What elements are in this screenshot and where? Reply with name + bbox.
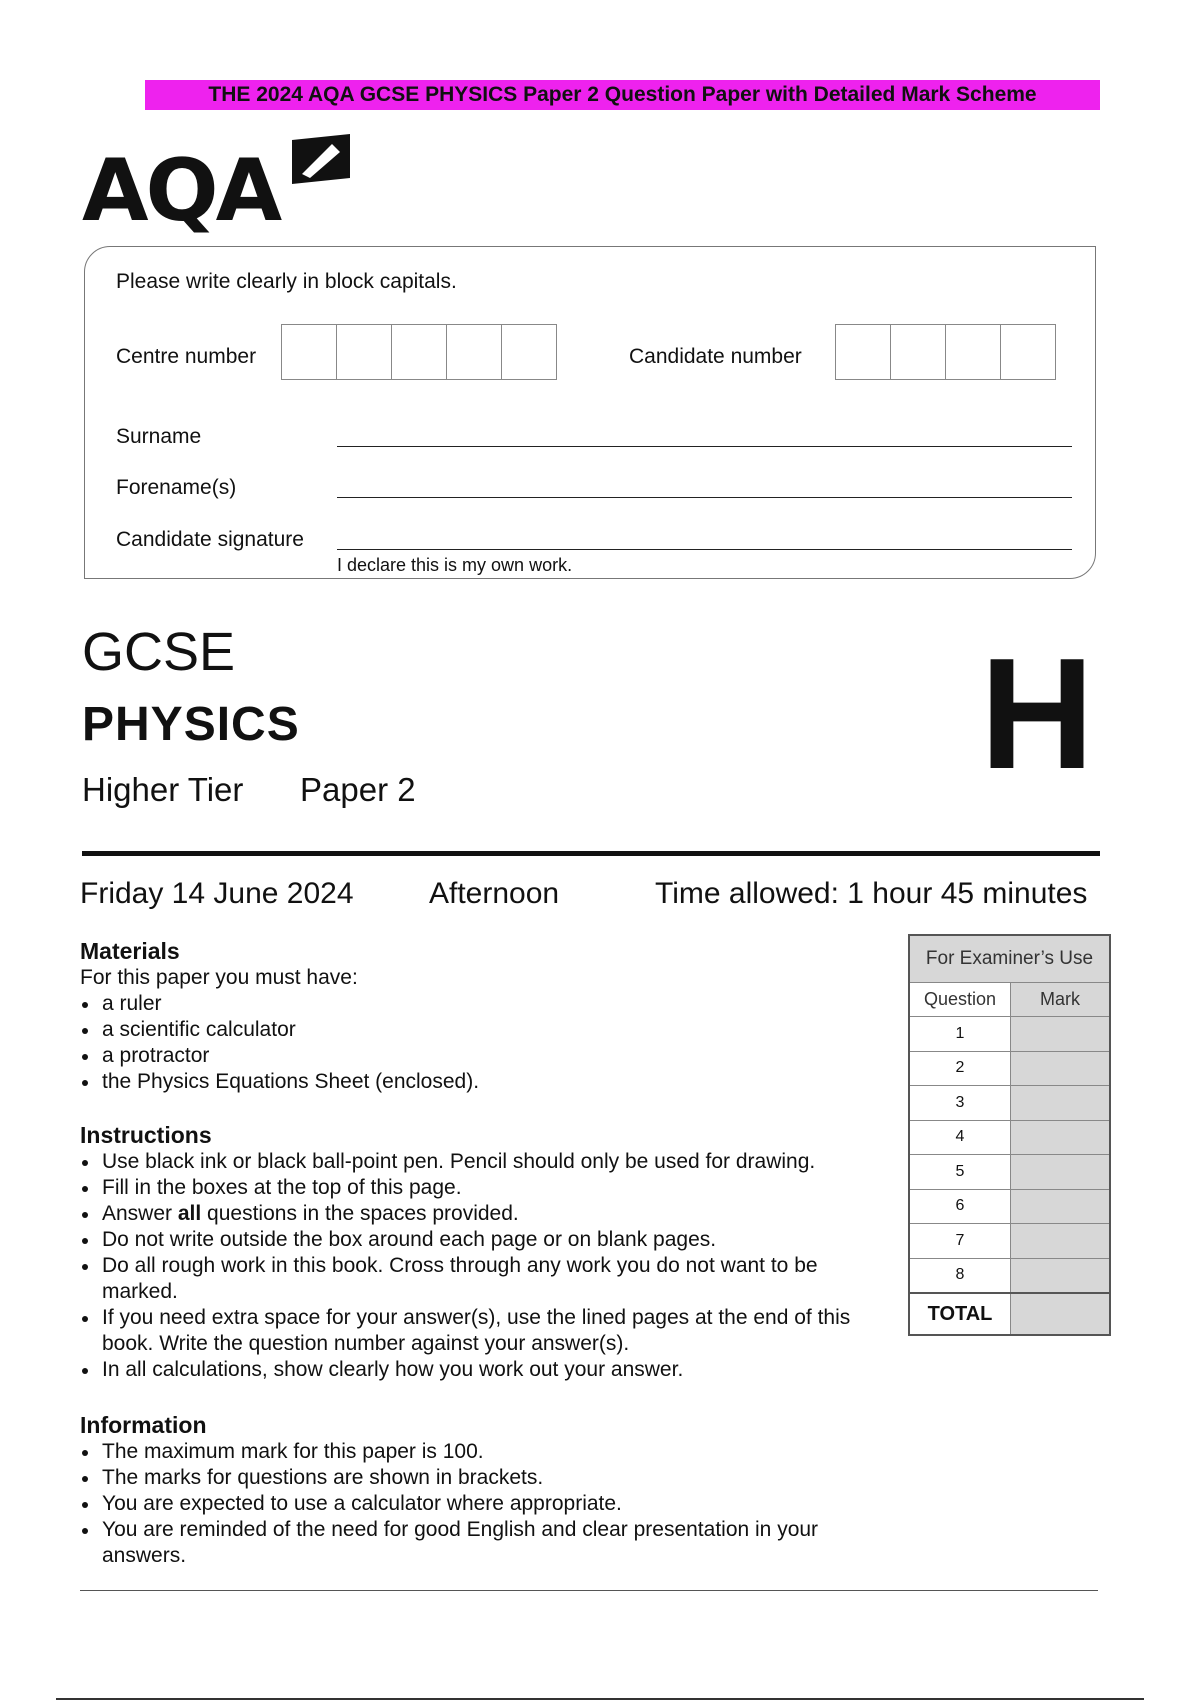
answer-all-suffix: questions in the spaces provided. — [201, 1202, 519, 1225]
materials-intro: For this paper you must have: — [80, 966, 358, 989]
mark-column-header: Mark — [1011, 983, 1111, 1017]
declaration-text: I declare this is my own work. — [337, 555, 573, 575]
table-row — [909, 1155, 1110, 1190]
table-row — [909, 1086, 1110, 1121]
paper-label: Paper 2 — [300, 771, 416, 808]
question-column-header: Question — [909, 983, 1011, 1017]
exam-session: Afternoon — [429, 877, 560, 910]
candidate-number-digit[interactable] — [835, 324, 891, 380]
list-item: The maximum mark for this paper is 100. — [80, 1439, 880, 1465]
list-item: a protractor — [80, 1043, 880, 1069]
centre-number-digit[interactable] — [336, 324, 392, 380]
mark-cell — [1011, 1086, 1111, 1121]
candidate-number-digit[interactable] — [890, 324, 946, 380]
question-number: 7 — [909, 1224, 1011, 1259]
list-item — [80, 1201, 880, 1227]
information-section — [80, 1412, 880, 1569]
title-divider — [82, 851, 1100, 856]
surname-label: Surname — [116, 425, 202, 448]
candidate-number-boxes[interactable] — [835, 324, 1056, 380]
table-row — [909, 1120, 1110, 1155]
instructions-heading: Instructions — [80, 1122, 212, 1148]
total-mark-cell — [1011, 1293, 1111, 1335]
mark-cell — [1011, 1224, 1111, 1259]
question-number: 1 — [909, 1017, 1011, 1052]
mark-cell — [1011, 1189, 1111, 1224]
list-item: The marks for questions are shown in brackets. — [80, 1465, 880, 1491]
list-item: You are reminded of the need for good English and clear presentation in your answers. — [80, 1517, 880, 1569]
table-row — [909, 1051, 1110, 1086]
surname-field[interactable] — [337, 446, 1072, 447]
answer-all-prefix: Answer — [102, 1202, 178, 1225]
table-row — [909, 1189, 1110, 1224]
table-row — [909, 1224, 1110, 1259]
aqa-logo — [82, 128, 352, 238]
candidate-number-digit[interactable] — [1000, 324, 1056, 380]
centre-number-boxes[interactable] — [281, 324, 557, 380]
signature-field[interactable] — [337, 549, 1072, 550]
mark-cell — [1011, 1051, 1111, 1086]
list-item: You are expected to use a calculator where appropriate. — [80, 1491, 880, 1517]
question-number: 4 — [909, 1120, 1011, 1155]
table-row — [909, 1258, 1110, 1293]
list-item: If you need extra space for your answer(s), use the lined pages at the end of this book. Write the question number against your answer(s). — [80, 1305, 880, 1357]
question-number: 8 — [909, 1258, 1011, 1293]
aqa-logo-wordmark: AQA — [82, 141, 280, 238]
table-row — [909, 1293, 1110, 1335]
subject-title: PHYSICS — [82, 698, 300, 751]
qualification-title: GCSE — [82, 622, 236, 682]
candidate-number-label: Candidate number — [629, 345, 802, 368]
mark-cell — [1011, 1155, 1111, 1190]
list-item: Fill in the boxes at the top of this page. — [80, 1175, 880, 1201]
list-item: a scientific calculator — [80, 1017, 880, 1043]
centre-number-digit[interactable] — [391, 324, 447, 380]
tier-letter: H — [980, 626, 1095, 802]
signature-label: Candidate signature — [116, 528, 304, 551]
centre-number-digit[interactable] — [281, 324, 337, 380]
mark-cell — [1011, 1017, 1111, 1052]
question-number: 2 — [909, 1051, 1011, 1086]
question-number: 6 — [909, 1189, 1011, 1224]
mark-cell — [1011, 1258, 1111, 1293]
question-number: 5 — [909, 1155, 1011, 1190]
answer-all-emphasis: all — [177, 1202, 202, 1225]
forename-field[interactable] — [337, 497, 1072, 498]
instructions-section — [80, 1122, 880, 1383]
list-item: a ruler — [80, 991, 880, 1017]
examiner-use-table — [908, 934, 1111, 1336]
question-number: 3 — [909, 1086, 1011, 1121]
aqa-flag-icon — [292, 134, 350, 184]
examiner-table-title: For Examiner’s Use — [909, 935, 1110, 983]
document-title-banner: THE 2024 AQA GCSE PHYSICS Paper 2 Question Paper with Detailed Mark Scheme — [145, 80, 1100, 110]
centre-number-digit[interactable] — [501, 324, 557, 380]
block-capitals-instruction: Please write clearly in block capitals. — [116, 270, 457, 293]
list-item: Do all rough work in this book. Cross through any work you do not want to be marked. — [80, 1253, 880, 1305]
materials-heading: Materials — [80, 938, 180, 964]
footer-divider — [80, 1590, 1098, 1591]
forename-label: Forename(s) — [116, 476, 237, 499]
list-item: Do not write outside the box around each page or on blank pages. — [80, 1227, 880, 1253]
candidate-number-digit[interactable] — [945, 324, 1001, 380]
time-allowed: Time allowed: 1 hour 45 minutes — [655, 877, 1088, 910]
tier-label: Higher Tier — [82, 771, 244, 808]
centre-number-label: Centre number — [116, 345, 257, 368]
mark-cell — [1011, 1120, 1111, 1155]
information-heading: Information — [80, 1412, 207, 1438]
table-row — [909, 1017, 1110, 1052]
list-item: Use black ink or black ball-point pen. Pencil should only be used for drawing. — [80, 1149, 880, 1175]
list-item: the Physics Equations Sheet (enclosed). — [80, 1069, 880, 1095]
exam-date: Friday 14 June 2024 — [80, 877, 354, 910]
materials-section — [80, 938, 880, 1095]
total-label: TOTAL — [909, 1293, 1011, 1335]
list-item: In all calculations, show clearly how you work out your answer. — [80, 1357, 880, 1383]
centre-number-digit[interactable] — [446, 324, 502, 380]
